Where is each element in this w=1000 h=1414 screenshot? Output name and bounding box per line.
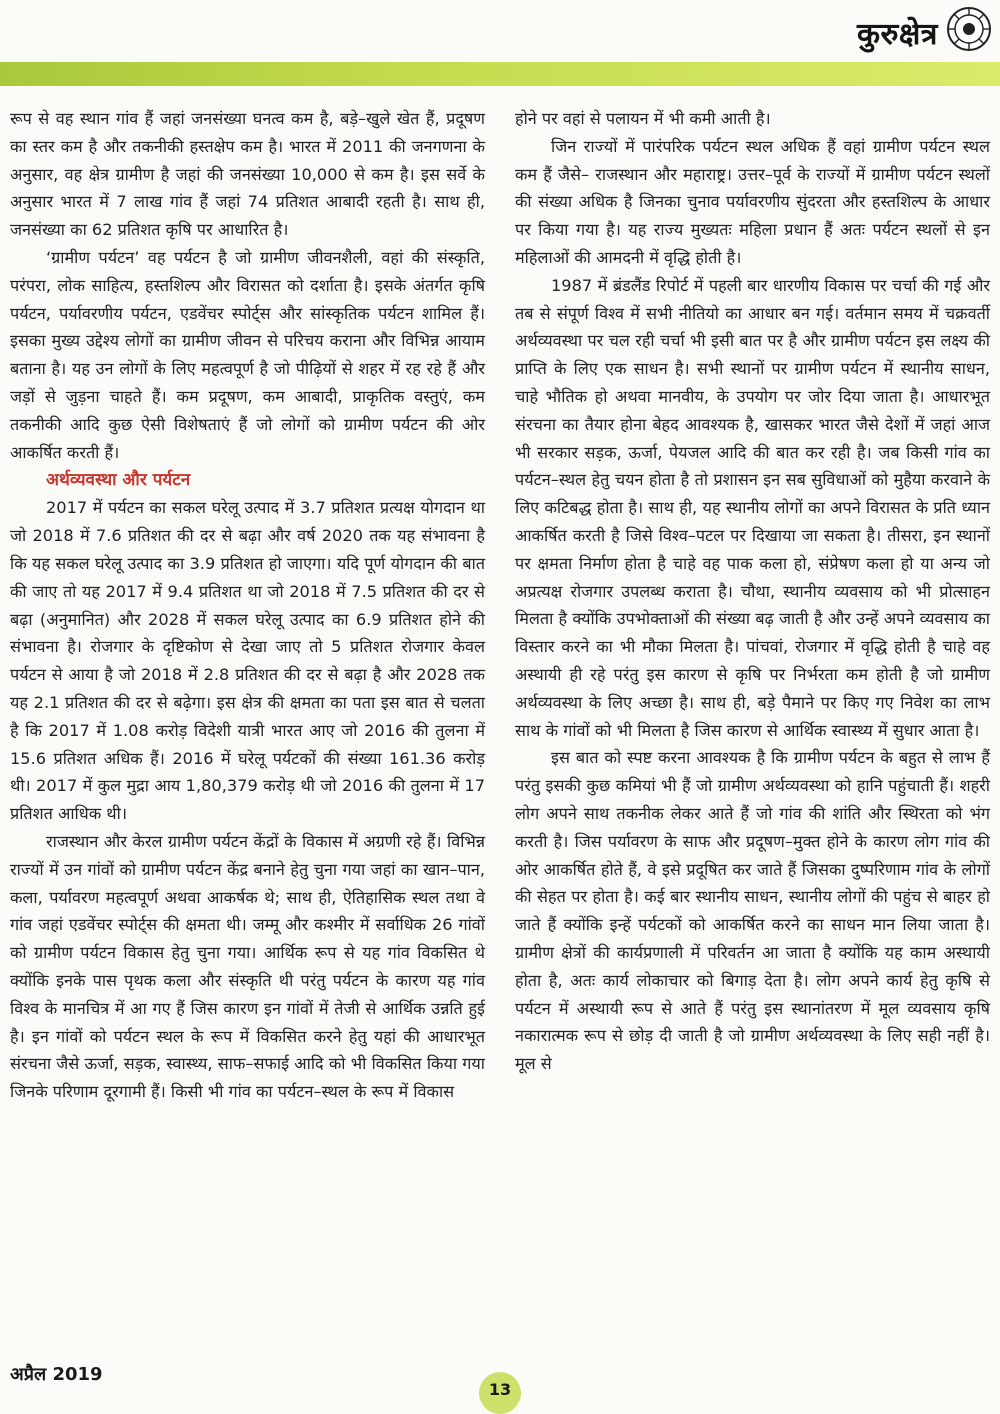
- paragraph: ‘ग्रामीण पर्यटन’ वह पर्यटन है जो ग्रामीण जीवनशैली, वहां की संस्कृति, परंपरा, लोक साहित्य, हस्तशिल्प और विरासत को दर्शाता है। इसके अंतर्गत कृषि पर्यटन, पर्यावरणीय पर्यटन, एडवेंचर स्पोर्ट्स और सांस्कृतिक पर्यटन शामिल हैं। इसका मुख्य उद्देश्य लोगों का ग्रामीण जीवन से परिचय कराना और विभिन्न आयाम बताना है। यह उन लोगों के लिए महत्वपूर्ण है जो पीढ़ियों से शहर में रह रहे हैं और जड़ों से जुड़ना चाहते हैं। कम प्रदूषण, कम आबादी, प्राकृतिक वस्तुएं, कम तकनीकी आदि कुछ ऐसी विशेषताएं हैं जो लोगों को ग्रामीण पर्यटन की ओर आकर्षित करती हैं।: [10, 247, 485, 462]
- page-number: 13: [479, 1372, 521, 1414]
- section-heading: अर्थव्यवस्था और पर्यटन: [46, 470, 191, 491]
- paragraph: होने पर वहां से पलायन में भी कमी आती है।: [515, 109, 771, 128]
- paragraph: 2017 में पर्यटन का सकल घरेलू उत्पाद में 3.7 प्रतिशत प्रत्यक्ष योगदान था जो 2018 में 7.6 प्रतिशत की दर से बढ़ा और वर्ष 2020 तक यह संभावना है कि यह सकल घरेलू उत्पाद का 3.9 प्रतिशत हो जाएगा। यदि पूर्ण योगदान की बात की जाए तो यह 2017 में 9.4 प्रतिशत था जो 2018 में 7.5 प्रतिशत की दर से बढ़ा (अनुमानित) और 2028 में सकल घरेलू उत्पाद का 6.9 प्रतिशत होने की संभावना है। रोजगार के दृष्टिकोण से देखा जाए तो 5 प्रतिशत रोजगार केवल पर्यटन से आया है जो 2018 में 2.8 प्रतिशत की दर से बढ़ा है और 2028 तक यह 2.1 प्रतिशत की दर से बढ़ेगा। इस क्षेत्र की क्षमता का पता इस बात से चलता है कि 2017 में 1.08 करोड़ विदेशी यात्री भारत आए जो 2016 की तुलना में 15.6 प्रतिशत अधिक हैं। 2016 में घरेलू पर्यटकों की संख्या 161.36 करोड़ थी। 2017 में कुल मुद्रा आय 1,80,379 करोड़ थी जो 2016 की तुलना में 17 प्रतिशत आधिक थी।: [10, 498, 485, 824]
- right-column: [515, 105, 990, 1078]
- magazine-title: कुरुक्षेत्र: [856, 17, 938, 52]
- paragraph: राजस्थान और केरल ग्रामीण पर्यटन केंद्रों के विकास में अग्रणी रहे हैं। विभिन्न राज्यों में उन गांवों को ग्रामीण पर्यटन केंद्र बनाने हेतु चुना गया जहां का खान–पान, कला, पर्यावरण महत्वपूर्ण अथवा आकर्षक थे; साथ ही, ऐतिहासिक स्थल तथा वे गांव जहां एडवेंचर स्पोर्ट्स की क्षमता थी। जम्मू और कश्मीर में सर्वाधिक 26 गांवों को ग्रामीण पर्यटन विकास हेतु चुना गया। आर्थिक रूप से यह गांव विकसित थे क्योंकि इनके पास पृथक कला और संस्कृति थी परंतु पर्यटन के कारण यह गांव विश्व के मानचित्र में आ गए हैं जिस कारण इन गांवों में तेजी से आर्थिक उन्नति हुई है। इन गांवों को पर्यटन स्थल के रूप में विकसित करने हेतु यहां की आधारभूत संरचना जैसे ऊर्जा, सड़क, स्वास्थ्य, साफ–सफाई आदि को भी विकसित किया गया जिनके परिणाम दूरगामी हैं। किसी भी गांव का पर्यटन–स्थल के रूप में विकास: [10, 831, 485, 1102]
- header-accent-bar: [0, 62, 1000, 86]
- issue-date: अप्रैल 2019: [10, 1364, 103, 1385]
- paragraph: इस बात को स्पष्ट करना आवश्यक है कि ग्रामीण पर्यटन के बहुत से लाभ हैं परंतु इसकी कुछ कमियां भी हैं जो ग्रामीण अर्थव्यवस्था को हानि पहुंचाती हैं। शहरी लोग अपने साथ तकनीक लेकर आते हैं जो गांव की शांति और स्थिरता को भंग करती है। जिस पर्यावरण के साफ और प्रदूषण–मुक्त होने के कारण लोग गांव की ओर आकर्षित होते हैं, वे इसे प्रदूषित कर जाते हैं जिसका दुष्परिणाम गांव के लोगों की सेहत पर होता है। कई बार स्थानीय साधन, स्थानीय लोगों की पहुंच से बाहर हो जाते हैं क्योंकि इन्हें पर्यटकों को आकर्षित करने का साधन मान लिया जाता है। ग्रामीण क्षेत्रों की कार्यप्रणाली में परिवर्तन आ जाता है क्योंकि यह काम अस्थायी होता है, अतः कार्य लोकाचार को बिगाड़ देता है। लोग अपने कार्य हेतु कृषि से पर्यटन में अस्थायी रूप से आते हैं परंतु इस स्थानांतरण में मूल व्यवसाय कृषि नकारात्मक रूप से छोड़ दी जाती है जो ग्रामीण अर्थव्यवस्था के लिए सही नहीं है। मूल से: [515, 748, 990, 1074]
- left-column: [10, 105, 485, 1106]
- paragraph: जिन राज्यों में पारंपरिक पर्यटन स्थल अधिक हैं वहां ग्रामीण पर्यटन स्थल कम हैं जैसे– राजस्थान और महाराष्ट्र। उत्तर–पूर्व के राज्यों में ग्रामीण पर्यटन स्थलों की संख्या अधिक है जिनका चुनाव पर्यावरणीय सुंदरता और हस्तशिल्प के आधार पर किया गया है। यह राज्य मुख्यतः महिला प्रधान हैं अतः पर्यटन स्थलों से इन महिलाओं की आमदनी में वृद्धि होती है।: [515, 136, 990, 267]
- paragraph: रूप से वह स्थान गांव हैं जहां जनसंख्या घनत्व कम है, बड़े–खुले खेत हैं, प्रदूषण का स्तर कम है और तकनीकी हस्तक्षेप कम है। भारत में 2011 की जनगणना के अनुसार, वह क्षेत्र ग्रामीण है जहां की जनसंख्या 10,000 से कम है। इस सर्वे के अनुसार भारत में 7 लाख गांव हैं जहां 74 प्रतिशत आबादी रहती है। साथ ही, जनसंख्या का 62 प्रतिशत कृषि पर आधारित है।: [10, 109, 485, 240]
- emblem-icon: [946, 6, 992, 52]
- paragraph: 1987 में ब्रंडलैंड रिपोर्ट में पहली बार धारणीय विकास पर चर्चा की गई और तब से संपूर्ण विश्व में सभी नीतियो का आधार बन गई। वर्तमान समय में चक्रवर्ती अर्थव्यवस्था पर चल रही चर्चा भी इसी बात पर है और ग्रामीण पर्यटन इस लक्ष्य की प्राप्ति के लिए एक साधन है। सभी स्थानों पर ग्रामीण पर्यटन में स्थानीय साधन, चाहे भौतिक हो अथवा मानवीय, के उपयोग पर जोर दिया जाता है। आधारभूत संरचना का तैयार होना बेहद आवश्यक है, खासकर भारत जैसे देशों में जहां आज भी सरकार सड़क, ऊर्जा, पेयजल आदि की बात कर रही है। जब किसी गांव का पर्यटन–स्थल हेतु चयन होता है तो प्रशासन इन सब सुविधाओं को मुहैया करवाने के लिए कटिबद्ध होता है। साथ ही, यह स्थानीय लोगों का अपने विरासत के प्रति ध्यान आकर्षित करती है जिसे विश्व–पटल पर दिखाया जा सकता है। तीसरा, इन स्थानों पर क्षमता निर्माण होता है चाहे वह पाक कला हो, संप्रेषण कला हो या अन्य जो अप्रत्यक्ष रोजगार उपलब्ध कराता है। चौथा, स्थानीय व्यवसाय को भी प्रोत्साहन मिलता है क्योंकि उपभोक्ताओं की संख्या बढ़ जाती है और उन्हें अपने व्यवसाय का विस्तार करने का भी मौका मिलता है। पांचवां, रोजगार में वृद्धि होती है चाहे वह अस्थायी ही रहे परंतु इस कारण से कृषि पर निर्भरता कम होती है जो ग्रामीण अर्थव्यवस्था के लिए अच्छा है। साथ ही, बड़े पैमाने पर किए गए निवेश का लाभ साथ के गांवों को भी मिलता है जिस कारण से आर्थिक स्वास्थ्य में सुधार आता है।: [515, 275, 990, 740]
- masthead: [0, 0, 1000, 62]
